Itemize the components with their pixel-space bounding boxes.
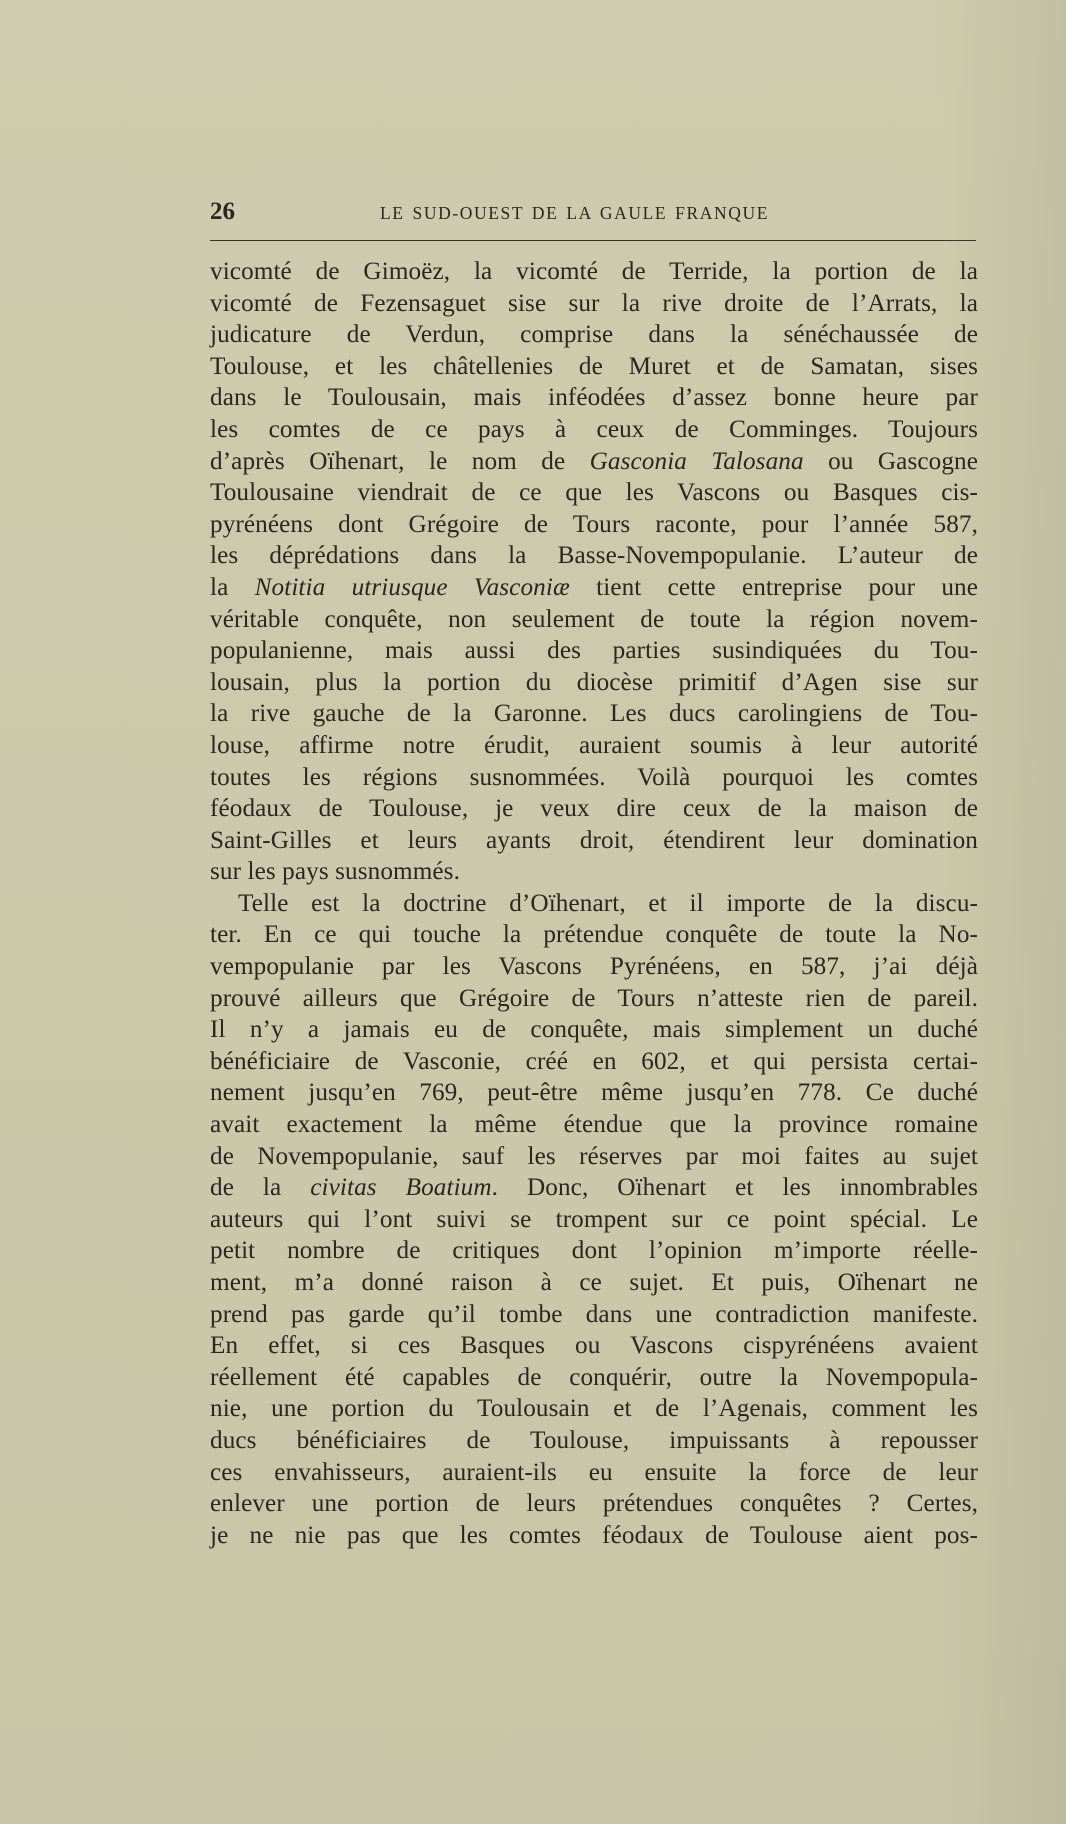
italic-term: Notitia utriusque Vasconiæ [254,573,570,601]
text-line [210,1235,978,1267]
text-line [210,1362,978,1394]
text-run: ou Gascogne [803,447,978,475]
text-line [210,1520,978,1552]
text-run: féodaux de Toulouse, je veux dire ceux de la maison de [210,795,978,823]
text-line [210,1425,978,1457]
paragraph [210,888,978,1551]
text-line [210,256,978,288]
text-run: toutes les régions susnommées. Voilà pourquoi les comtes [210,763,978,791]
text-run: populanienne, mais aussi des parties susindiquées du Tou- [210,637,978,665]
text-line [210,319,978,351]
text-run: réellement été capables de conquérir, outre la Novempopula- [210,1363,978,1391]
text-run: ces envahisseurs, auraient-ils eu ensuite la force de leur [210,1458,978,1486]
text-line [210,414,978,446]
text-run: la [210,573,255,601]
text-run: tient cette entreprise pour une [569,573,978,601]
text-line [210,1141,978,1173]
text-line [210,856,978,888]
text-run: auteurs qui l’ont suivi se trompent sur ce point spécial. Le [210,1205,978,1233]
text-line [210,1488,978,1520]
italic-term: Gasconia Talosana [589,447,804,475]
text-line [210,667,978,699]
text-line [210,635,978,667]
text-line [210,919,978,951]
text-run: Toulouse, et les châtellenies de Muret et de Samatan, sises [210,352,978,380]
text-line [210,604,978,636]
text-run: Il n’y a jamais eu de conquête, mais simplement un duché [210,1016,978,1044]
text-line [210,762,978,794]
text-run: les comtes de ce pays à ceux de Comminges. Toujours [210,415,978,443]
text-run: véritable conquête, non seulement de toute la région novem- [210,605,978,633]
text-run: la rive gauche de la Garonne. Les ducs carolingiens de Tou- [210,700,978,728]
running-head [210,196,978,230]
text-line [210,382,978,414]
text-run: En effet, si ces Basques ou Vascons cispyrénéens avaient [210,1332,978,1360]
text-line [210,540,978,572]
running-title: LE SUD-OUEST DE LA GAULE FRANQUE [380,203,769,223]
text-run: ducs bénéficiaires de Toulouse, impuissants à repousser [210,1426,978,1454]
text-line [210,1077,978,1109]
text-run: avait exactement la même étendue que la province romaine [210,1111,978,1139]
text-line [210,572,978,604]
text-run: Toulousaine viendrait de ce que les Vascons ou Basques cis- [210,479,978,507]
text-line [210,1393,978,1425]
text-run: prend pas garde qu’il tombe dans une contradiction manifeste. [210,1300,978,1328]
text-run: nement jusqu’en 769, peut-être même jusqu’en 778. Ce duché [210,1079,978,1107]
text-line [210,288,978,320]
text-run: Telle est la doctrine d’Oïhenart, et il importe de la discu- [238,889,978,917]
text-line [210,888,978,920]
text-line [210,1457,978,1489]
text-run: vicomté de Gimoëz, la vicomté de Terride, la portion de la [210,258,978,285]
text-run: Saint-Gilles et leurs ayants droit, étendirent leur domination [210,826,978,854]
text-line [210,1330,978,1362]
text-run: prouvé ailleurs que Grégoire de Tours n’atteste rien de pareil. [210,984,978,1012]
text-line [210,951,978,983]
text-run: nie, une portion du Toulousain et de l’Agenais, comment les [210,1395,978,1423]
text-line [210,983,978,1015]
text-run: sur les pays susnommés. [210,858,460,886]
text-run: petit nombre de critiques dont l’opinion m’importe réelle- [210,1237,978,1265]
text-run: vempopulanie par les Vascons Pyrénéens, en 587, j’ai déjà [210,953,978,981]
text-run: je ne nie pas que les comtes féodaux de Toulouse aient pos- [210,1521,978,1549]
paragraph [210,256,978,888]
text-line [210,793,978,825]
text-run: lousain, plus la portion du diocèse primitif d’Agen sise sur [210,668,978,696]
header-rule [210,240,976,241]
text-run: les déprédations dans la Basse-Novempopulanie. L’auteur de [210,542,978,570]
text-line [210,1109,978,1141]
text-run: de la [210,1174,311,1202]
text-line [210,1267,978,1299]
text-line [210,730,978,762]
text-line [210,477,978,509]
text-run: pyrénéens dont Grégoire de Tours raconte, pour l’année 587, [210,510,978,538]
text-run: . Donc, Oïhenart et les innombrables [491,1174,978,1202]
text-run: d’après Oïhenart, le nom de [210,447,590,475]
book-page [210,196,978,1549]
text-line [210,1046,978,1078]
text-line [210,1204,978,1236]
text-line [210,446,978,478]
text-run: enlever une portion de leurs prétendues conquêtes ? Certes, [210,1490,978,1518]
text-run: vicomté de Fezensaguet sise sur la rive droite de l’Arrats, la [210,289,978,317]
text-line [210,825,978,857]
text-run: bénéficiaire de Vasconie, créé en 602, et qui persista certai- [210,1047,978,1075]
text-line [210,351,978,383]
text-run: louse, affirme notre érudit, auraient soumis à leur autorité [210,731,978,759]
text-line [210,509,978,541]
text-run: de Novempopulanie, sauf les réserves par moi faites au sujet [210,1142,978,1170]
text-run: dans le Toulousain, mais inféodées d’assez bonne heure par [210,384,978,412]
text-line [210,1014,978,1046]
text-run: ment, m’a donné raison à ce sujet. Et puis, Oïhenart ne [210,1269,978,1296]
body-text [210,256,978,1551]
italic-term: civitas Boatium [310,1174,492,1202]
text-run: ter. En ce qui touche la prétendue conquête de toute la No- [210,921,978,949]
text-run: judicature de Verdun, comprise dans la sénéchaussée de [210,321,978,349]
text-line [210,1172,978,1204]
page-number: 26 [210,198,235,225]
text-line [210,698,978,730]
text-line [210,1299,978,1331]
